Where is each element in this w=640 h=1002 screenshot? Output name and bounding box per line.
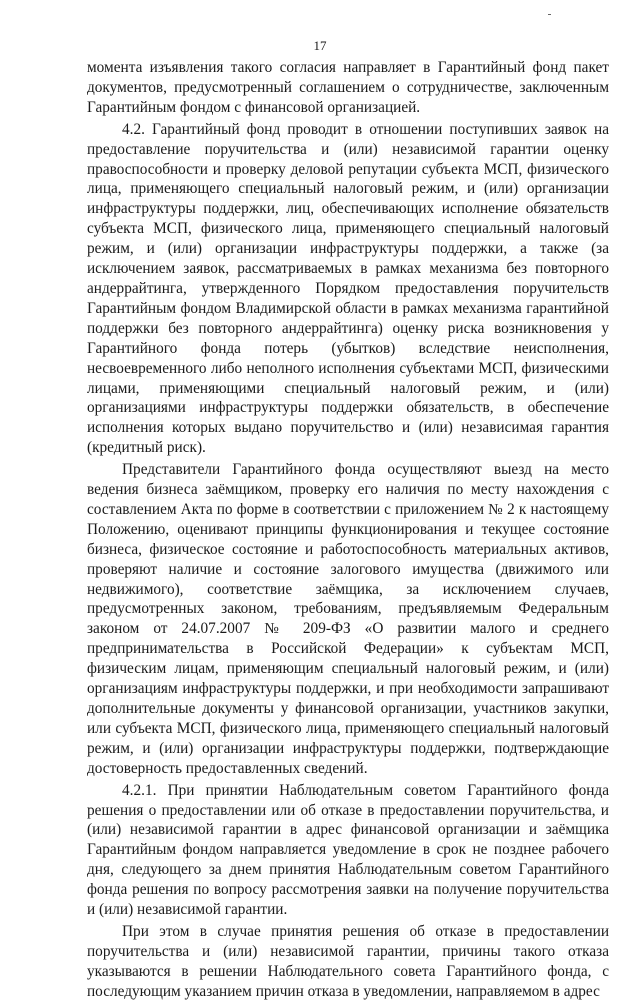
scan-mark bbox=[548, 14, 551, 15]
paragraph-refusal: При этом в случае принятия решения об отказе в предоставлении поручительства и (или) независимой гарантии, причины такого отказа указываются в решении Наблюдательного совета Гарантийного фонда, с последующим указанием причин отказа в уведомлении, направляемом в адрес bbox=[87, 922, 609, 1000]
paragraph-representatives: Представители Гарантийного фонда осуществляют выезд на место ведения бизнеса заёмщиком, проверку его наличия по месту нахождения с составлением Акта по форме в соответствии с приложением № 2 к настоящему Положению, оценивают принципы функционирования и текущее состояние бизнеса, физическое состояние и работоспособность материальных активов, проверяют наличие и состояние залогового имущества (движимого или недвижимого), соответствие заёмщика, за исключением случаев, предусмотренных законом, требованиям, предъявляемым Федеральным законом от 24.07.2007 № 209-ФЗ «О развитии малого и среднего предпринимательства в Российской Федерации» к субъектам МСП, физическим лицам, применяющим специальный налоговый режим, и (или) организациям инфраструктуры поддержки, и при необходимости запрашивают дополнительные документы у финансовой организации, участников закупки, или субъекта МСП, физического лица, применяющего специальный налоговый режим, и (или) организации инфраструктуры поддержки, подтверждающие достоверность предоставленных сведений. bbox=[87, 461, 609, 777]
page-number: 17 bbox=[313, 38, 327, 53]
paragraph-continuation: момента изъявления такого согласия направляет в Гарантийный фонд пакет документов, предусмотренный соглашением о сотрудничестве, заключенным Гарантийным фондом с финансовой организацией. bbox=[87, 59, 609, 116]
paragraph-4-2-1: 4.2.1. При принятии Наблюдательным советом Гарантийного фонда решения о предоставлении или об отказе в предоставлении поручительства, и (или) независимой гарантии в адрес финансовой организации и заёмщика Гарантийным фондом направляется уведомление в срок не позднее рабочего дня, следующего за днем принятия Наблюдательным советом Гарантийного фонда решения по вопросу рассмотрения заявки на получение поручительства и (или) независимой гарантии. bbox=[87, 781, 609, 919]
document-body bbox=[87, 58, 609, 1002]
paragraph-4-2: 4.2. Гарантийный фонд проводит в отношении поступивших заявок на предоставление поручительства и (или) независимой гарантии оценку правоспособности и проверку деловой репутации субъекта МСП, физического лица, применяющего специальный налоговый режим, и (или) организации инфраструктуры поддержки, лиц, обеспечивающих исполнение обязательств субъекта МСП, физического лица, применяющего специальный налоговый режим, и (или) организации инфраструктуры поддержки, а также (за исключением заявок, рассматриваемых в рамках механизма без повторного андеррайтинга, утвержденного Порядком предоставления поручительств Гарантийным фондом Владимирской области в рамках механизма гарантийной поддержки без повторного андеррайтинга) оценку риска возникновения у Гарантийного фонда потерь (убытков) вследствие неисполнения, несвоевременного либо неполного исполнения субъектами МСП, физическими лицами, применяющими специальный налоговый режим, и (или) организациями инфраструктуры поддержки обязательств, в обеспечение исполнения которых выдано поручительство и (или) независимая гарантия (кредитный риск). bbox=[87, 120, 609, 457]
